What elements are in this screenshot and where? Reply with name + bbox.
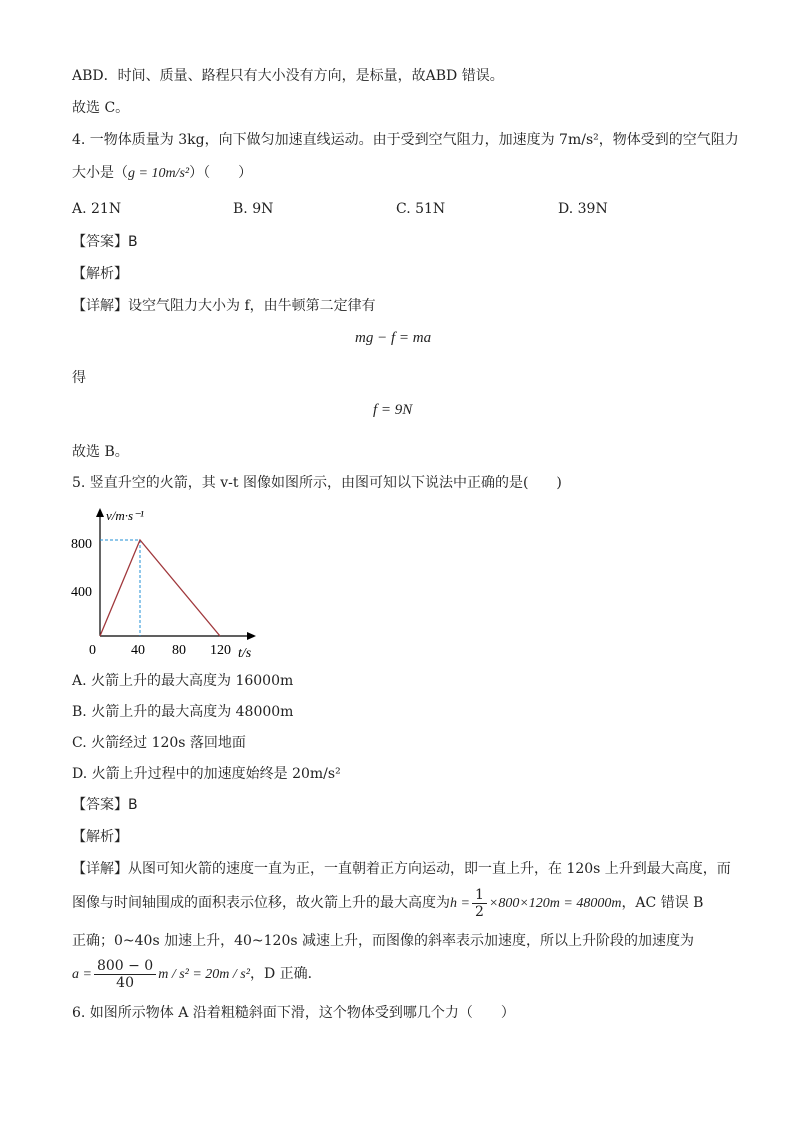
q5-d4-fraction: [94, 958, 156, 991]
y-tick-400: 400: [71, 585, 92, 600]
q5-option-d: D. 火箭上升过程中的加速度始终是 20m/s²: [72, 766, 341, 782]
question-6: 6. 如图所示物体 A 沿着粗糙斜面下滑，这个物体受到哪几个力（ ）: [72, 1005, 515, 1021]
q4-prefix: 大小是（: [72, 165, 128, 181]
q5-option-b: B. 火箭上升的最大高度为 48000m: [72, 704, 294, 720]
x-axis-arrow: [247, 632, 256, 640]
text-line: ABD．时间、质量、路程只有大小没有方向，是标量，故ABD 错误。: [72, 68, 504, 84]
text-line: 故选 C。: [72, 100, 130, 116]
q5-option-c: C. 火箭经过 120s 落回地面: [72, 735, 246, 751]
x-axis-label: t/s: [238, 646, 252, 661]
q5-detail-1: 【详解】从图可知火箭的速度一直为正，一直朝着正方向运动，即一直上升，在 120s 上升到最大高度，而: [72, 861, 731, 877]
q4-equation-1: mg − f = ma: [355, 330, 432, 346]
q5-option-a: A. 火箭上升的最大高度为 16000m: [72, 673, 294, 689]
question-5: 5. 竖直升空的火箭，其 v-t 图像如图所示，由图可知以下说法中正确的是( ): [72, 475, 562, 491]
q5-d2-fraction: [472, 887, 487, 920]
x-tick-40: 40: [131, 643, 145, 658]
q4-detail: 【详解】设空气阻力大小为 f，由牛顿第二定律有: [72, 298, 376, 314]
q4-answer: 【答案】B: [72, 234, 138, 250]
vt-chart: [64, 500, 274, 662]
q5-detail-2: [72, 884, 703, 923]
q4-equation-2: f = 9N: [373, 402, 413, 418]
q4-option-b: B. 9N: [233, 201, 274, 217]
q5-d2-prefix: 图像与时间轴围成的面积表示位移，故火箭上升的最大高度为: [72, 895, 450, 911]
q4-gravity: g = 10m/s²: [128, 166, 190, 181]
q4-suffix: ）（ ）: [189, 165, 253, 181]
fraction-denominator: 2: [474, 903, 484, 920]
q5-d2-expr: ×800×120m = 48000m: [488, 896, 622, 911]
q5-d2-h: h =: [450, 896, 470, 911]
q5-d2-suffix: ，AC 错误 B: [621, 895, 704, 911]
q4-option-c: C. 51N: [396, 201, 446, 217]
q5-d4-expr: m / s² = 20m / s²: [158, 967, 250, 982]
q4-analysis: 【解析】: [72, 266, 128, 282]
q5-analysis: 【解析】: [72, 829, 128, 845]
fraction-numerator: 800 − 0: [94, 958, 156, 975]
y-axis-arrow: [96, 508, 104, 517]
x-tick-80: 80: [172, 643, 186, 658]
q4-conclusion: 故选 B。: [72, 444, 129, 460]
q4-option-a: A. 21N: [72, 201, 122, 217]
q4-option-d: D. 39N: [558, 201, 608, 217]
velocity-series: [100, 540, 220, 636]
q4-de: 得: [72, 370, 86, 386]
fraction-denominator: 40: [116, 974, 134, 991]
q5-detail-3: 正确；0~40s 加速上升，40~120s 减速上升，而图像的斜率表示加速度，所以上升阶段的加速度为: [72, 933, 694, 949]
question-4: 4. 一物体质量为 3kg，向下做匀加速直线运动。由于受到空气阻力，加速度为 7m/s²，物体受到的空气阻力: [72, 132, 739, 148]
q5-detail-4: [72, 955, 322, 994]
q5-answer: 【答案】B: [72, 797, 138, 813]
question-4-cont: [72, 163, 252, 184]
y-tick-800: 800: [71, 537, 92, 552]
y-axis-label: v/m·s⁻¹: [106, 508, 144, 523]
q5-d4-suffix: ，D 正确．: [249, 966, 322, 982]
x-tick-0: 0: [89, 643, 96, 658]
x-tick-120: 120: [210, 643, 231, 658]
fraction-numerator: 1: [472, 887, 487, 904]
q5-d4-a: a =: [72, 967, 92, 982]
